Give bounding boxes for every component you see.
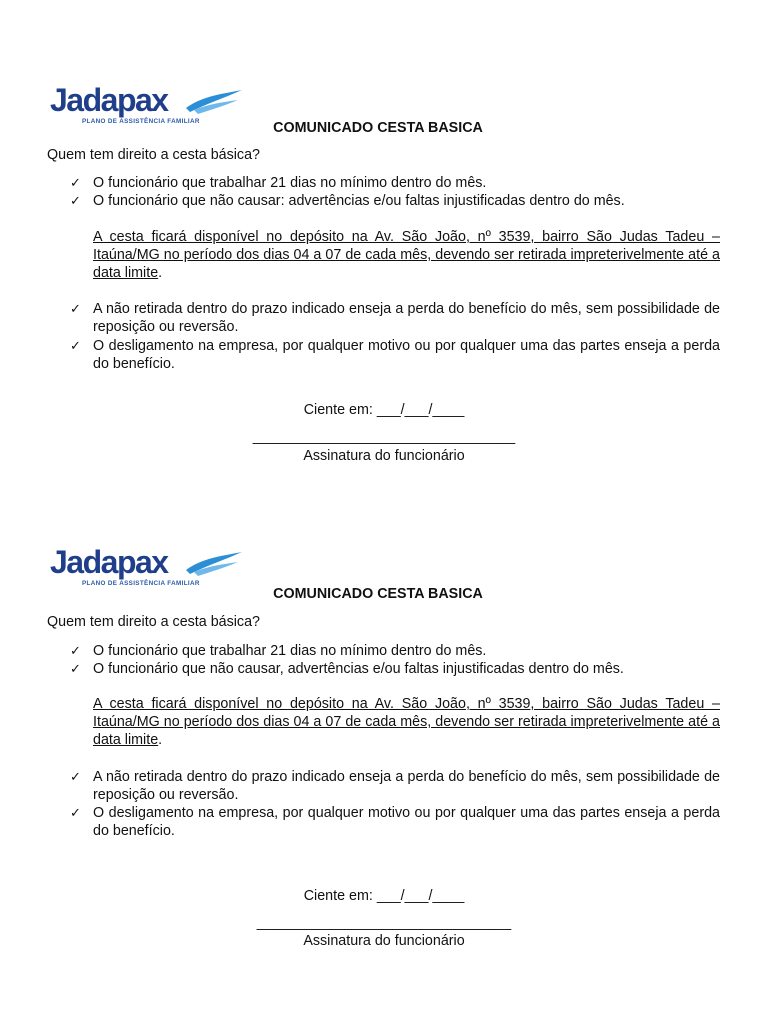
check-icon: ✓	[70, 193, 81, 208]
notice-title: COMUNICADO CESTA BASICA	[273, 586, 483, 602]
logo-tagline: PLANO DE ASSISTÊNCIA FAMILIAR	[82, 118, 200, 125]
notice-title: COMUNICADO CESTA BASICA	[273, 120, 483, 136]
pickup-notice-period: .	[158, 732, 163, 748]
signature-line: _________________________________	[252, 429, 516, 445]
logo-swoosh-icon	[184, 86, 244, 116]
signature-label: Assinatura do funcionário	[303, 933, 465, 949]
eligibility-question: Quem tem direito a cesta básica?	[47, 147, 260, 163]
check-icon: ✓	[70, 661, 81, 676]
pickup-notice	[93, 228, 720, 282]
check-icon: ✓	[70, 769, 81, 784]
logo-swoosh-icon	[184, 548, 244, 578]
pickup-notice	[93, 695, 720, 749]
logo-wordmark: Jadapax	[50, 544, 168, 580]
acknowledgement-date: Ciente em: ___/___/____	[303, 402, 465, 418]
pickup-notice-text: A cesta ficará disponível no depósito na Av. São João, nº 3539, bairro São Judas Tadeu – Itaúna/MG no período dos dias 04 a 07 de cada mês, devendo ser retirada impreterivelmente até a data limite	[93, 229, 720, 281]
acknowledgement-date: Ciente em: ___/___/____	[303, 888, 465, 904]
logo-tagline: PLANO DE ASSISTÊNCIA FAMILIAR	[82, 580, 200, 587]
check-icon: ✓	[70, 175, 81, 190]
rule-item: A não retirada dentro do prazo indicado enseja a perda do benefício do mês, sem possibilidade de reposição ou reversão.	[93, 769, 720, 803]
eligibility-item: O funcionário que não causar: advertências e/ou faltas injustificadas dentro do mês.	[93, 193, 625, 209]
check-icon: ✓	[70, 805, 81, 820]
rule-item: O desligamento na empresa, por qualquer motivo ou por qualquer uma das partes enseja a perda do benefício.	[93, 338, 720, 372]
signature-line: ________________________________	[256, 915, 512, 931]
rule-item: A não retirada dentro do prazo indicado enseja a perda do benefício do mês, sem possibilidade de reposição ou reversão.	[93, 301, 720, 335]
check-icon: ✓	[70, 301, 81, 316]
eligibility-item: O funcionário que trabalhar 21 dias no mínimo dentro do mês.	[93, 643, 487, 659]
rule-item: O desligamento na empresa, por qualquer motivo ou por qualquer uma das partes enseja a perda do benefício.	[93, 805, 720, 839]
pickup-notice-period: .	[158, 265, 163, 281]
check-icon: ✓	[70, 338, 81, 353]
pickup-notice-text: A cesta ficará disponível no depósito na Av. São João, nº 3539, bairro São Judas Tadeu – Itaúna/MG no período dos dias 04 a 07 de cada mês, devendo ser retirada impreterivelmente até a data limite	[93, 696, 720, 748]
signature-label: Assinatura do funcionário	[303, 448, 465, 464]
check-icon: ✓	[70, 643, 81, 658]
eligibility-item: O funcionário que não causar, advertências e/ou faltas injustificadas dentro do mês.	[93, 661, 624, 677]
eligibility-item: O funcionário que trabalhar 21 dias no mínimo dentro do mês.	[93, 175, 487, 191]
logo-wordmark: Jadapax	[50, 82, 168, 118]
eligibility-question: Quem tem direito a cesta básica?	[47, 614, 260, 630]
